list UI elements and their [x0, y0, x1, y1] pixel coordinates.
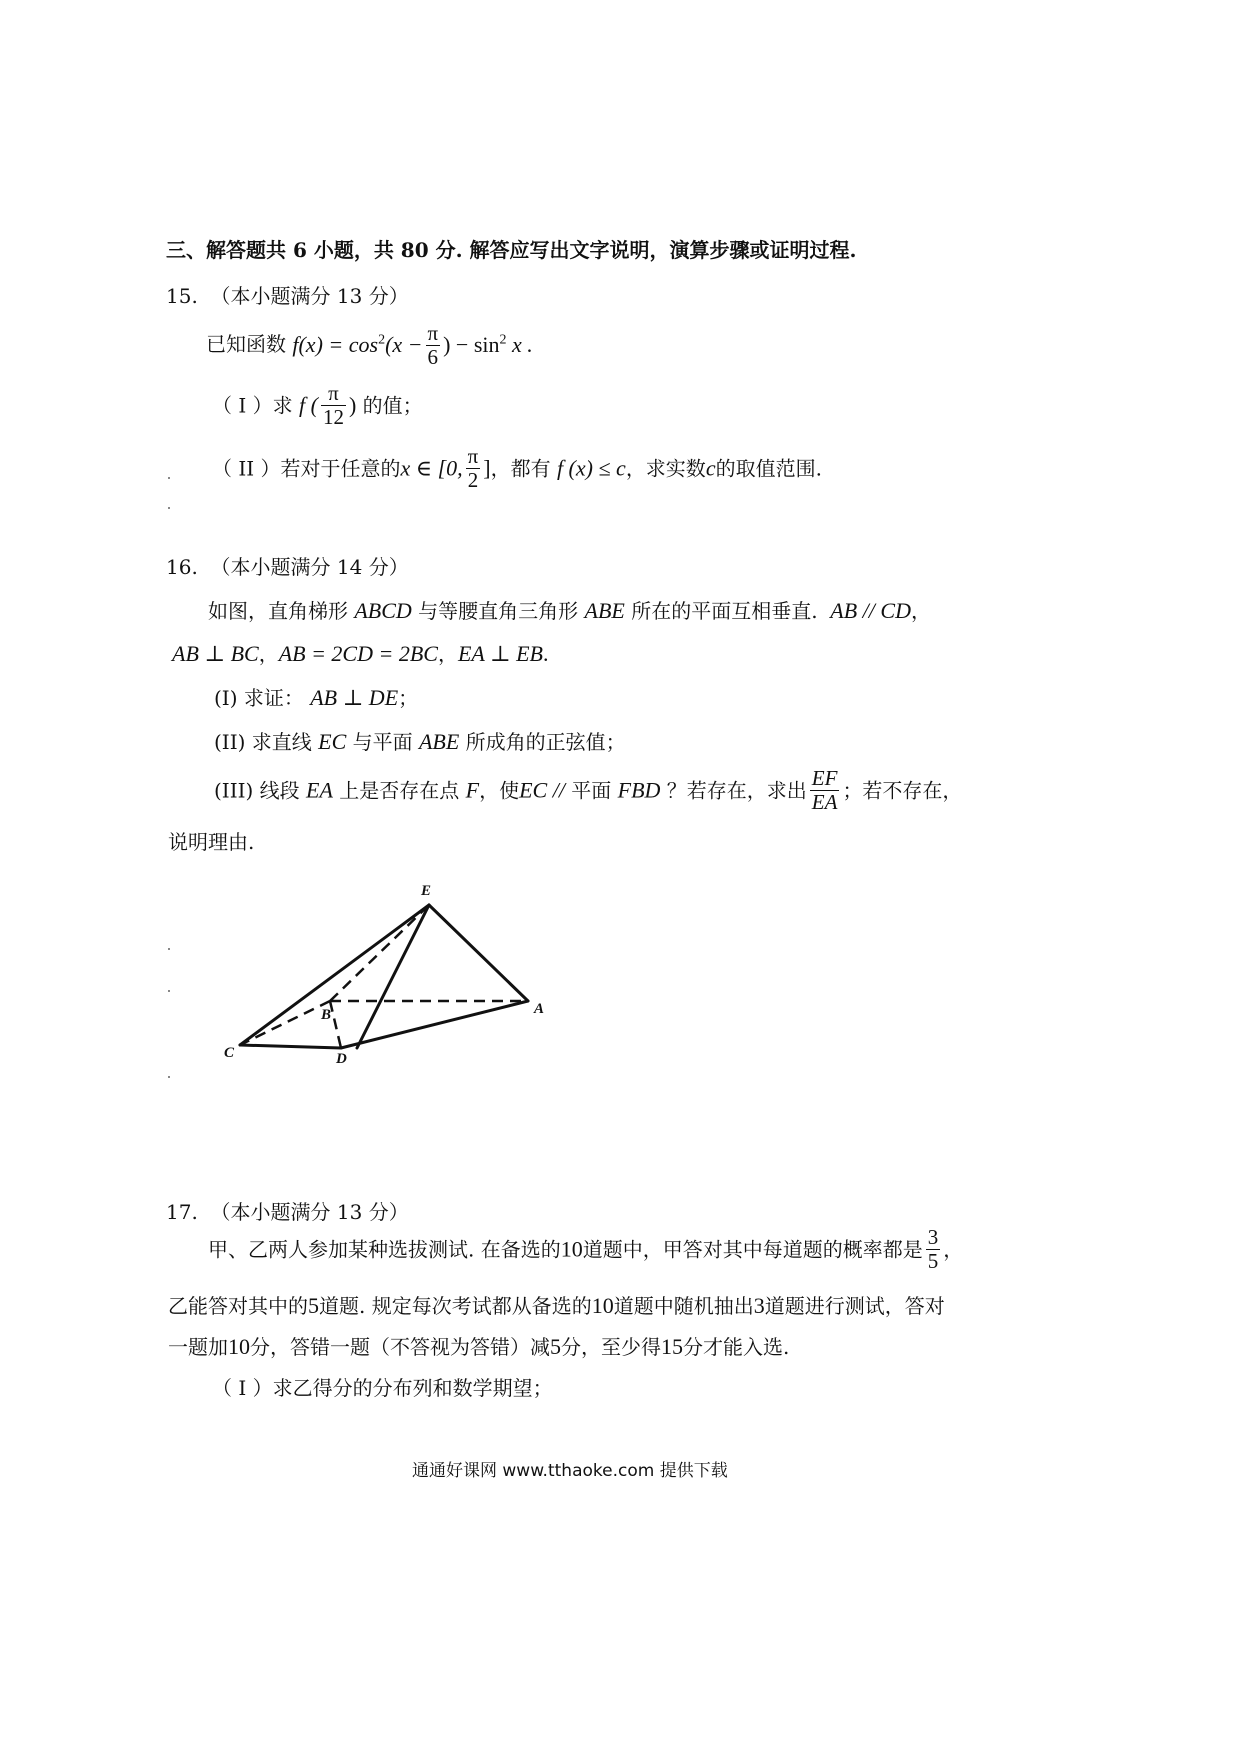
q16-abe: ABE: [584, 598, 625, 623]
q16-p3-mid2: ，使: [479, 778, 520, 803]
label-e: E: [421, 883, 432, 899]
edge-bc-hidden: [240, 1001, 330, 1045]
q16-number: 16.: [166, 555, 198, 579]
label-d: D: [336, 1051, 347, 1067]
q15-p2-close: ]: [483, 455, 491, 481]
edge-cd: [240, 1045, 341, 1048]
q16-p3-fbd: FBD: [617, 777, 661, 803]
q17-n10c: 10: [228, 1334, 250, 1359]
q16-p1-expr: AB ⊥ DE: [310, 685, 399, 710]
q16-p3-ea: EA: [306, 777, 333, 803]
q15-p1-label: （ I ）求: [212, 393, 293, 418]
q16-part1: [214, 685, 418, 711]
q15-header: [166, 284, 409, 308]
q16-p3-mid4: ？若存在，求出: [666, 778, 807, 803]
q16-abcd: ABCD: [354, 598, 412, 623]
q16-header: [166, 555, 409, 579]
q15-p1-f: f (: [298, 392, 318, 418]
scan-mark: [168, 507, 170, 509]
q17-line2-d: 道题进行测试，答对: [764, 1294, 945, 1318]
q15-p2-ineq: f (x) ≤ c: [556, 455, 626, 481]
q15-p2-label: （ II ）若对于任意的: [212, 456, 401, 481]
q15-p2-c: c: [705, 455, 716, 481]
q16-sep1: ，: [258, 642, 279, 666]
q16-ab-eq: AB = 2CD = 2BC: [278, 641, 438, 666]
q17-line1: [208, 1226, 963, 1273]
q16-p3-f: F: [465, 777, 480, 803]
q15-stem: [206, 322, 533, 369]
q17-line2-b: 道题. 规定每次考试都从备选的: [319, 1294, 592, 1318]
q17-header: [166, 1200, 409, 1224]
footer-download-note: 通通好课网 www.tthaoke.com 提供下载: [412, 1461, 728, 1481]
q17-line2: [168, 1293, 945, 1319]
q15-frac-pi-6: $\frac{\pi}{6}$: [427, 321, 439, 370]
label-b: B: [321, 1007, 332, 1023]
q15-p2-mid2: ，求实数: [625, 456, 706, 481]
q16-p3-frac: $\frac{EF}{EA}$: [811, 766, 838, 815]
q17-score: （本小题满分 13 分）: [210, 1200, 409, 1224]
scan-mark: [168, 477, 170, 479]
q15-part2: [212, 445, 822, 492]
q17-line3: [168, 1334, 789, 1360]
pyramid-figure: [215, 890, 555, 1065]
q17-n10b: 10: [591, 1293, 614, 1318]
q16-part3: [214, 767, 962, 814]
q17-n5: 5: [308, 1293, 319, 1318]
q15-part1: [212, 382, 423, 429]
q15-p2-frac: $\frac{\pi}{2}$: [467, 444, 479, 493]
q17-number: 17.: [166, 1200, 198, 1224]
q16-p3-label: (III) 线段: [214, 778, 300, 803]
q15-stem-prefix: 已知函数: [206, 332, 286, 357]
q16-line2-end: .: [542, 641, 549, 666]
q17-n15: 15: [661, 1334, 683, 1359]
edge-be-hidden: [330, 905, 429, 1001]
q15-x-end: x .: [512, 332, 533, 358]
scan-mark: [168, 948, 170, 950]
q17-line3-d: 分才能入选.: [683, 1335, 790, 1359]
q17-n3: 3: [753, 1293, 765, 1318]
q15-p2-mid: ，都有: [490, 456, 551, 481]
q17-n5b: 5: [550, 1334, 561, 1359]
q16-p3-end: ；若不存在，: [842, 778, 963, 803]
q15-f-lhs: f(x) = cos: [292, 332, 379, 358]
q16-p3-ec: EC //: [519, 777, 565, 803]
q17-prob-frac: $\frac{3}{5}$: [927, 1225, 939, 1274]
q16-line2: [172, 641, 548, 667]
q16-part3-line2: 说明理由.: [168, 830, 255, 854]
q15-p2-suffix: 的取值范围.: [715, 456, 822, 481]
q17-line1-a: 甲、乙两人参加某种选拔测试. 在备选的: [208, 1237, 561, 1262]
q16-line1-b: 与等腰直角三角形: [418, 599, 579, 623]
q16-part2: [214, 729, 626, 755]
q16-score: （本小题满分 14 分）: [210, 555, 409, 579]
edge-bd-hidden: [330, 1001, 341, 1048]
q17-n10: 10: [560, 1236, 583, 1262]
q17-line2-a: 乙能答对其中的: [168, 1294, 308, 1318]
scan-mark: [168, 1076, 170, 1078]
q16-p2-mid: 与平面: [352, 730, 413, 754]
q15-score: （本小题满分 13 分）: [210, 284, 409, 308]
q15-p1-close: ): [348, 392, 357, 418]
q17-line3-a: 一题加: [168, 1335, 228, 1359]
q16-line1: [208, 598, 931, 624]
edge-ed: [357, 905, 429, 1048]
q16-line1-a: 如图，直角梯形: [208, 599, 348, 623]
q15-number: 15.: [166, 284, 198, 308]
q17-line3-b: 分，答错一题（不答视为答错）减: [250, 1335, 550, 1359]
scan-mark: [168, 990, 170, 992]
q16-p2-ec: EC: [318, 729, 347, 754]
q16-parallel: AB // CD: [830, 598, 911, 623]
q16-p1-end: ；: [398, 686, 419, 710]
q16-line1-c: 所在的平面互相垂直.: [631, 599, 818, 623]
q16-p3-mid: 上是否存在点: [339, 778, 460, 803]
q16-p2-end: 所成角的正弦值；: [465, 730, 626, 754]
q16-p1-label: (I) 求证：: [214, 686, 304, 710]
q17-part1: （ I ）求乙得分的分布列和数学期望；: [212, 1376, 553, 1400]
q15-arg-open: (x −: [385, 332, 423, 358]
section-heading: 三、解答题共 6 小题，共 80 分. 解答应写出文字说明，演算步骤或证明过程.: [166, 238, 857, 262]
label-a: A: [534, 1001, 545, 1017]
q15-after-frac: ) − sin: [443, 332, 500, 358]
q17-line2-c: 道题中随机抽出: [613, 1294, 754, 1318]
label-c: C: [224, 1045, 235, 1061]
q17-line3-c: 分，至少得: [561, 1335, 661, 1359]
q17-line1-end: ，: [943, 1237, 964, 1262]
q16-p3-mid3: 平面: [571, 778, 612, 803]
q15-p1-frac: $\frac{\pi}{12}$: [322, 381, 344, 430]
q16-sep2: ，: [437, 642, 458, 666]
q15-p1-suffix: 的值；: [362, 393, 423, 418]
q16-ab-perp-bc: AB ⊥ BC: [172, 641, 259, 666]
q15-sq: 2: [378, 333, 386, 349]
q16-ea-perp-eb: EA ⊥ EB: [457, 641, 543, 666]
q16-line1-comma: ，: [910, 599, 931, 623]
q16-p2-label: (II) 求直线: [214, 730, 312, 754]
q17-line1-b: 道题中，甲答对其中每道题的概率都是: [582, 1237, 923, 1262]
q15-sq2: 2: [499, 333, 507, 349]
q16-p2-abe: ABE: [418, 729, 460, 754]
edge-ea: [429, 905, 528, 1001]
q15-p2-x: x ∈ [0,: [400, 455, 463, 481]
